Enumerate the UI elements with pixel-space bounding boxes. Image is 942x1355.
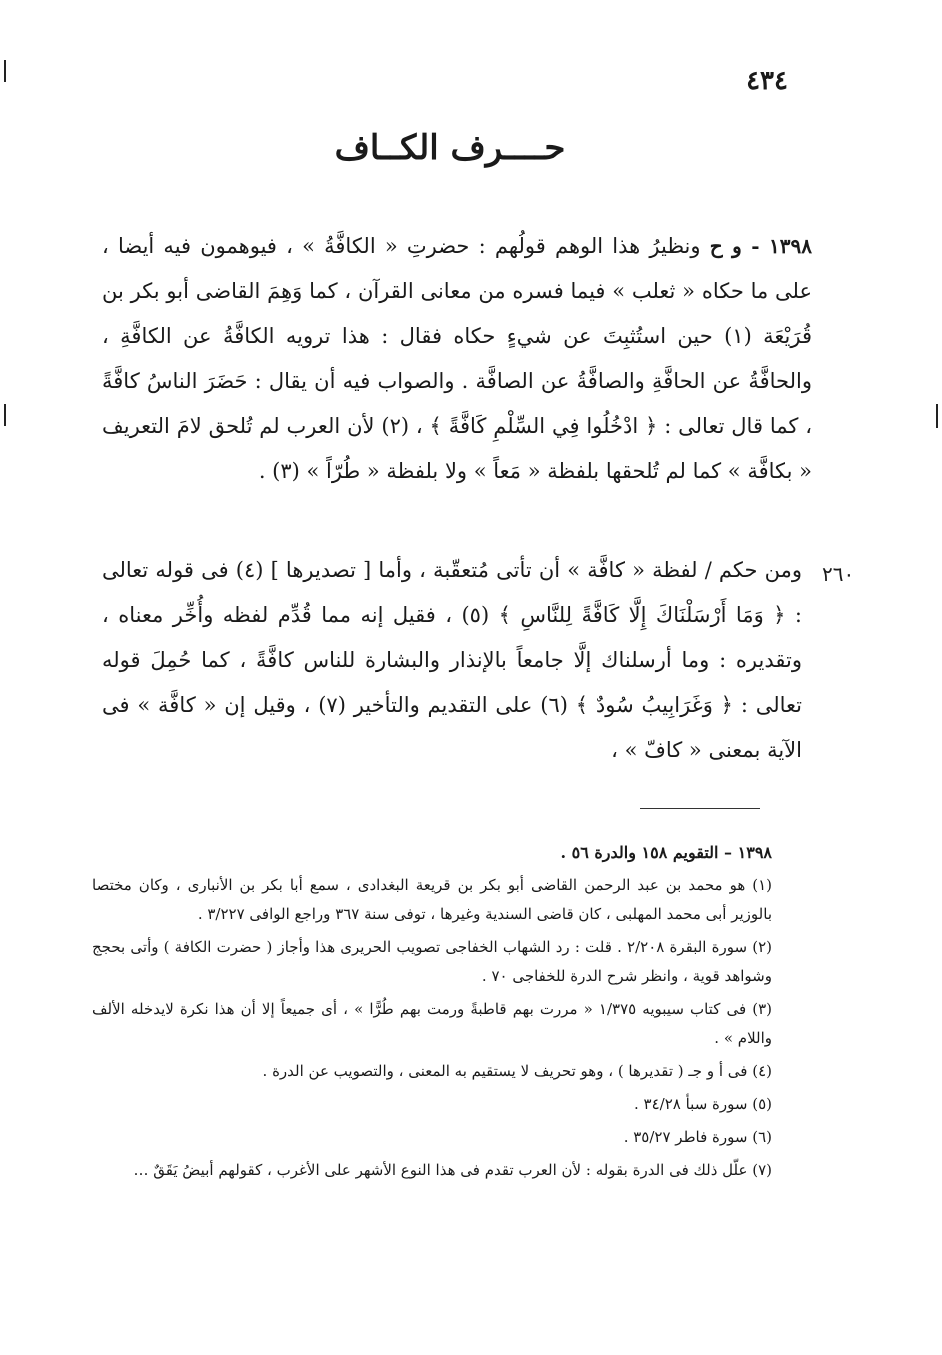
entry-text-2: ومن حكم / لفظة « كافَّة » أن تأتى مُتعقّبة ، وأما [ تصديرها ] (٤) فى قوله تعالى : ﴿ وَمَا أَرْسَلْنَاكَ إِلَّا كَافَّةً لِلنَّاسِ ﴾ (٥) ، فقيل إنه مما قُدِّم لفظه وأُخِّر معناه ، وتقديره : وما أرسلناك إلَّا جامعاً بالإنذار والبشارة للناس كافَّةً ، كما حُمِلَ قوله تعالى : ﴿ وَغَرَابِيبُ سُودٌ ﴾ (٦) على التقديم والتأخير (٧) ، وقيل إن « كافَّة » فى الآية بمعنى « كافّ » ، <box>102 558 802 762</box>
page-number: ٤٣٤ <box>746 66 788 96</box>
footnotes <box>92 838 772 1189</box>
scan-edge-mark <box>4 60 6 82</box>
entry-number: ١٣٩٨ - و ح <box>709 234 812 258</box>
footnote-4: (٤) فى أ و جـ ( تقديرها ) ، وهو تحريف لا يستقيم به المعنى ، والتصويب عن الدرة . <box>262 1062 772 1080</box>
footnote-1: (١) هو محمد بن عبد الرحمن القاضى أبو بكر بن قريعة البغدادى ، سمع أبا بكر بن الأنبارى ، وكان مختصا بالوزير أبى محمد المهلبى ، كان قاضى السندية وغيرها ، توفى سنة ٣٦٧ وراجع الوافى ٣/٢٢٧ . <box>92 876 772 923</box>
chapter-heading: حــــرف الكــاف <box>334 128 566 168</box>
footnote-rule <box>640 808 760 809</box>
scan-edge-mark <box>936 404 938 428</box>
entry-paragraph <box>102 224 812 494</box>
scan-edge-mark <box>4 404 6 426</box>
footnote-7: (٧) علّل ذلك فى الدرة بقوله : لأن العرب تقدم فى هذا النوع الأشهر على الأغرب ، كقولهم أبيضُ يَقَقٌ … <box>133 1161 772 1179</box>
footnote-5: (٥) سورة سبأ ٣٤/٢٨ . <box>634 1095 772 1113</box>
footnote-3: (٣) فى كتاب سيبويه ١/٣٧٥ « مررت بهم قاطبةً ورمت بهم طُرًّا » ، أى جميعاً إلا أن هذا نكرة لايدخله الألف واللام » . <box>92 1000 772 1047</box>
footnote-2: (٢) سورة البقرة ٢/٢٠٨ . قلت : رد الشهاب الخفاجى تصويب الحريرى هذا وأجاز ( حضرت الكافة ) وأتى بحجج وشواهد قوية ، وانظر شرح الدرة للخفاجى ٧٠ . <box>92 938 772 985</box>
margin-page-number: ٢٦٠ <box>822 562 855 586</box>
entry-text: ونظيرُ هذا الوهم قولُهم : حضرتِ « الكافَّةُ » ، فيوهمون فيه أيضا ، على ما حكاه « ثعلب » فيما فسره من معانى القرآن ، كما وَهِمَ القاضى أبو بكر بن قُرَيْعَة (١) حين استُثبِتَ عن شيءٍ حكاه فقال : هذا ترويه الكافَّةُ عن الكافَّةِ ، والحافَّةُ عن الحافَّةِ والصافَّةُ عن الصافَّة . والصواب فيه أن يقال : حَضَرَ الناسُ كافَّةً ، كما قال تعالى : ﴿ ادْخُلُوا فِي السِّلْمِ كَافَّةً ﴾ ، (٢) لأن العرب لم تُلحق لامَ التعريف « بكافَّة » كما لم تُلحقها بلفظة « مَعاً » ولا بلفظة « طُرّاً » (٣) . <box>102 234 813 483</box>
entry-paragraph-2 <box>102 548 802 773</box>
footnote-6: (٦) سورة فاطر ٣٥/٢٧ . <box>623 1128 772 1146</box>
source-note: ١٣٩٨ – التقويم ١٥٨ والدرة ٥٦ . <box>560 843 772 862</box>
